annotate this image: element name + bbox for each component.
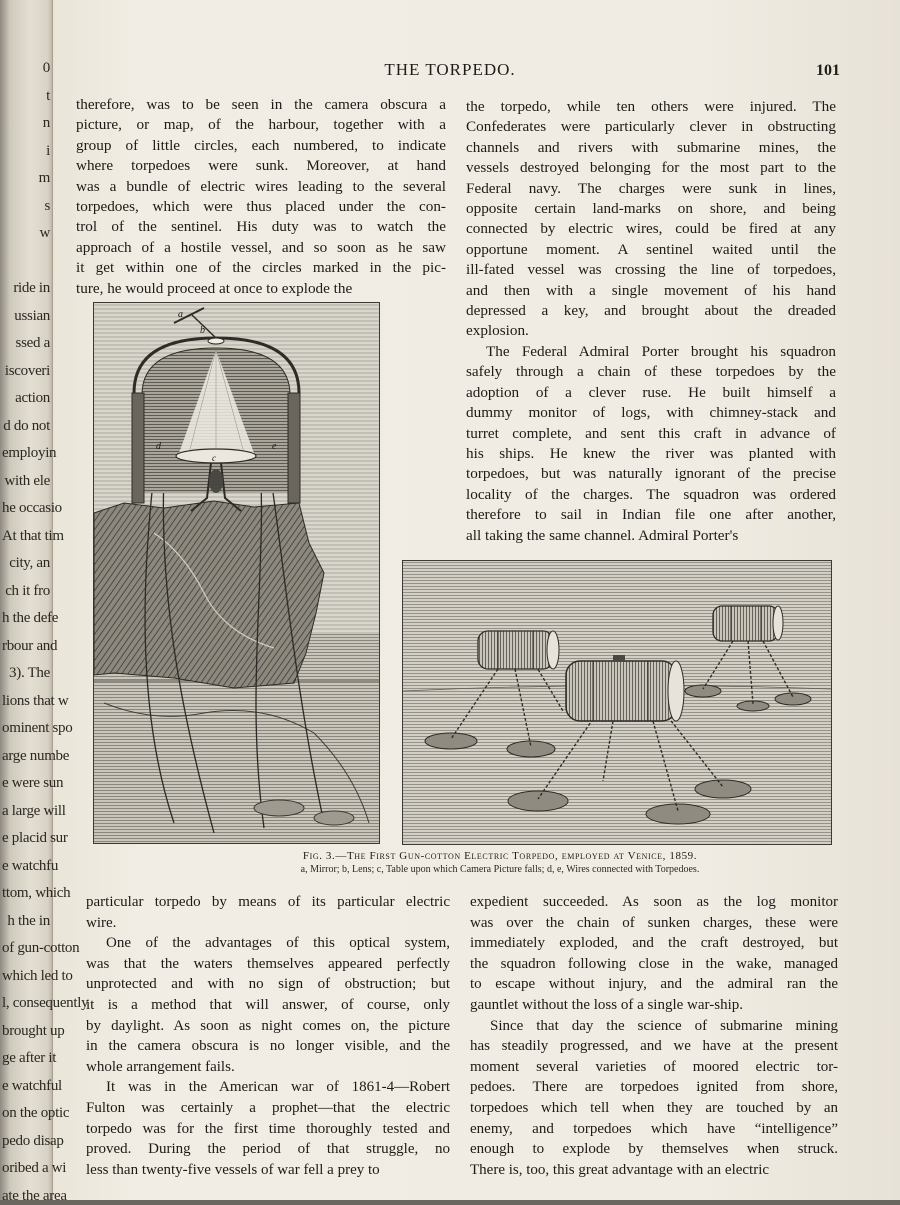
spine-fragment: e were sun	[2, 775, 64, 791]
moored-torpedoes-illustration	[402, 560, 832, 845]
text-line: has steadily progressed, and we have at the present	[470, 1038, 838, 1055]
text-line: ture, he would proceed at once to explode the	[76, 279, 353, 297]
spine-fragment: which led to	[2, 967, 73, 984]
spine-fragment: ch it fro	[5, 582, 50, 599]
spine-fragment: ate the area	[2, 1187, 67, 1204]
text-line: was a bundle of electric wires leading to the several	[76, 177, 446, 195]
text-line: Fulton was certainly a prophet—that the electric	[86, 1099, 450, 1116]
column-left-top	[76, 95, 446, 299]
spine-fragment: s	[44, 197, 50, 214]
text-line: particular torpedo by means of its particular electric	[86, 894, 450, 910]
text-line: approach of a hostile vessel, and so soon as he saw	[76, 238, 446, 256]
spine-fragment: e watchfu	[2, 857, 59, 874]
spine-fragment: h the in	[7, 912, 50, 929]
text-line: where torpedoes were sunk. Moreover, at hand	[76, 157, 446, 175]
text-line: dummy monitor of logs, with chimney-stack and	[466, 404, 836, 422]
text-line: There is, too, this great advantage with an electric	[470, 1161, 770, 1178]
text-line: The Federal Admiral Porter brought his squadron	[486, 342, 836, 360]
text-line: ill-fated vessel was crossing the line of torpedoes,	[466, 261, 836, 279]
text-line: trol of the sentinel. His duty was to watch the	[76, 218, 446, 236]
text-line: torpedoes, but was naturally ignorant of the precise	[466, 465, 836, 483]
spine-fragment: ge after it	[2, 1050, 57, 1066]
spine-fragment: m	[38, 170, 50, 186]
column-right-bottom	[470, 892, 838, 1180]
text-line: picture, or map, of the harbour, together with a	[76, 116, 446, 134]
column-right-top	[466, 97, 836, 546]
spine-fragment: w	[39, 225, 50, 241]
text-line: explosion.	[466, 322, 529, 340]
text-line: connected by electric wires, could be fired at any	[466, 220, 836, 238]
text-line: to escape without injury, and the admiral ran the	[470, 976, 838, 993]
spine-fragment: of gun-cotton	[2, 940, 80, 956]
text-line: the torpedo, while ten others were injured. The	[466, 98, 836, 115]
text-line: immediately exploded, and the craft destroyed, but	[470, 935, 838, 952]
spine-fragment: iscoveri	[4, 362, 50, 379]
spine-fragment: on the optic	[2, 1105, 70, 1121]
spine-fragment: ssed a	[15, 335, 50, 351]
text-line: One of the advantages of this optical system,	[106, 935, 450, 952]
label-b: b	[200, 325, 205, 336]
text-line: was that the waters themselves appeared perfectly	[86, 955, 450, 972]
text-line: wire.	[86, 914, 117, 931]
spine-fragment: with ele	[4, 472, 50, 489]
spine-fragment: At that tim	[2, 527, 64, 544]
text-line: therefore to sail in Indian file one after another,	[466, 506, 836, 524]
spine-fragment: ride in	[13, 280, 50, 296]
spine-fragment: arge numbe	[2, 747, 70, 764]
text-line: less than twenty-five vessels of war fell a prey to	[86, 1161, 380, 1178]
spine-fragment: 3). The	[9, 665, 50, 681]
moored-torpedoes-engraving	[403, 561, 831, 844]
page-number: 101	[816, 62, 840, 79]
spine-fragment: oribed a wi	[2, 1160, 67, 1176]
spine-fragment: rbour and	[2, 637, 58, 654]
spine-fragment: h the defe	[2, 610, 59, 626]
text-line: Since that day the science of submarine mining	[490, 1017, 838, 1034]
running-title: THE TORPEDO.	[384, 60, 516, 79]
text-line: adoption of a clever ruse. He built himself a	[466, 383, 836, 401]
text-line: and then with a single movement of his hand	[466, 281, 836, 299]
figure-caption-title: Fig. 3.—The First Gun-cotton Electric Torpedo, employed at Venice, 1859.	[302, 850, 698, 862]
text-line: his ships. He knew the river was planted with	[466, 444, 836, 462]
text-line: Federal navy. The charges were sunk in lines,	[466, 179, 836, 197]
label-e: e	[272, 441, 277, 452]
label-a: a	[178, 309, 183, 320]
spine-fragment: e placid sur	[2, 830, 68, 846]
text-line: proved. During the period of that struggle, no	[86, 1141, 450, 1158]
text-line: It was in the American war of 1861-4—Robert	[106, 1079, 450, 1096]
text-line: group of little circles, each numbered, to indicate	[76, 136, 446, 154]
text-line: whole arrangement fails.	[86, 1058, 235, 1075]
text-line: depressed a key, and brought about the dreaded	[466, 302, 836, 320]
text-line: it is a method that will answer, of course, only	[86, 996, 450, 1013]
spine-fragment: a large will	[2, 802, 66, 819]
spine-fragment: ussian	[14, 307, 50, 324]
spine-fragment: d do not	[3, 417, 50, 434]
spine-fragment: city, an	[9, 555, 50, 571]
text-line: all taking the same channel. Admiral Porter's	[466, 526, 739, 544]
text-line: safely through a chain of these torpedoes by the	[466, 363, 836, 381]
text-line: Confederates were particularly clever in obstructing	[466, 118, 836, 136]
spine-fragment: t	[46, 87, 50, 104]
spine-fragment: i	[46, 142, 50, 159]
text-line: unprotected and with no sign of obstruction; but	[86, 976, 450, 993]
spine-fragment: e watchful	[2, 1077, 62, 1094]
spine-fragment: action	[15, 390, 50, 406]
text-line: torpedo was for the first time thoroughly tested and	[86, 1120, 450, 1137]
spine-fragment: 0	[42, 60, 50, 76]
text-line: torpedoes which tell when they are touched by an	[470, 1099, 838, 1116]
camera-obscura-illustration	[93, 302, 380, 844]
text-line: in the camera obscura is no longer visible, and the	[86, 1038, 450, 1055]
spine-fragment: ttom, which	[2, 885, 71, 901]
text-line: enough to explode by themselves when struck.	[470, 1141, 838, 1158]
label-c: c	[212, 453, 216, 463]
text-line: the squadron following close in the wake, managed	[470, 955, 838, 972]
spine-fragment: employin	[2, 445, 57, 461]
figure-caption-legend: a, Mirror; b, Lens; c, Table upon which Camera Picture falls; d, e, Wires connected with Torpedoes.	[300, 864, 700, 875]
text-line: was over the chain of sunken charges, these were	[470, 914, 838, 931]
spine-fragment: ominent spo	[2, 720, 73, 736]
text-line: opposite certain land-marks on shore, and being	[466, 200, 836, 218]
spine-fragment: he occasio	[2, 500, 62, 516]
camera-obscura-engraving	[94, 303, 379, 843]
spine-fragment: l, consequently	[2, 995, 89, 1011]
text-line: expedient succeeded. As soon as the log monitor	[470, 894, 838, 910]
adjacent-page-edge	[0, 0, 89, 1204]
text-line: by daylight. As soon as night comes on, the picture	[86, 1017, 450, 1034]
text-line: turret complete, and sent this craft in advance of	[466, 424, 836, 442]
spine-fragment: lions that w	[2, 692, 69, 709]
text-line: enemy, and torpedoes which have “intelligence”	[470, 1120, 838, 1137]
text-line: torpedoes, which were thus placed under the con-	[76, 198, 446, 216]
text-line: pedoes. There are torpedoes ignited from shore,	[470, 1079, 838, 1096]
text-line: therefore, was to be seen in the camera obscura a	[76, 96, 446, 113]
text-line: opportune moment. A sentinel waited until the	[466, 240, 836, 258]
text-line: moment several varieties of moored electric tor-	[470, 1058, 838, 1075]
text-line: vessels destroyed belonging for the most part to the	[466, 159, 836, 177]
text-line: locality of the charges. The squadron was ordered	[466, 485, 836, 503]
label-d: d	[156, 441, 161, 452]
spine-fragment: pedo disap	[2, 1132, 64, 1149]
text-line: gauntlet without the loss of a single war-ship.	[470, 996, 743, 1013]
column-left-bottom	[86, 892, 450, 1180]
text-line: channels and rivers with submarine mines, the	[466, 138, 836, 156]
spine-fragment: n	[42, 115, 50, 131]
text-line: it get within one of the circles marked in the pic-	[76, 259, 446, 277]
spine-fragment: brought up	[2, 1022, 65, 1039]
